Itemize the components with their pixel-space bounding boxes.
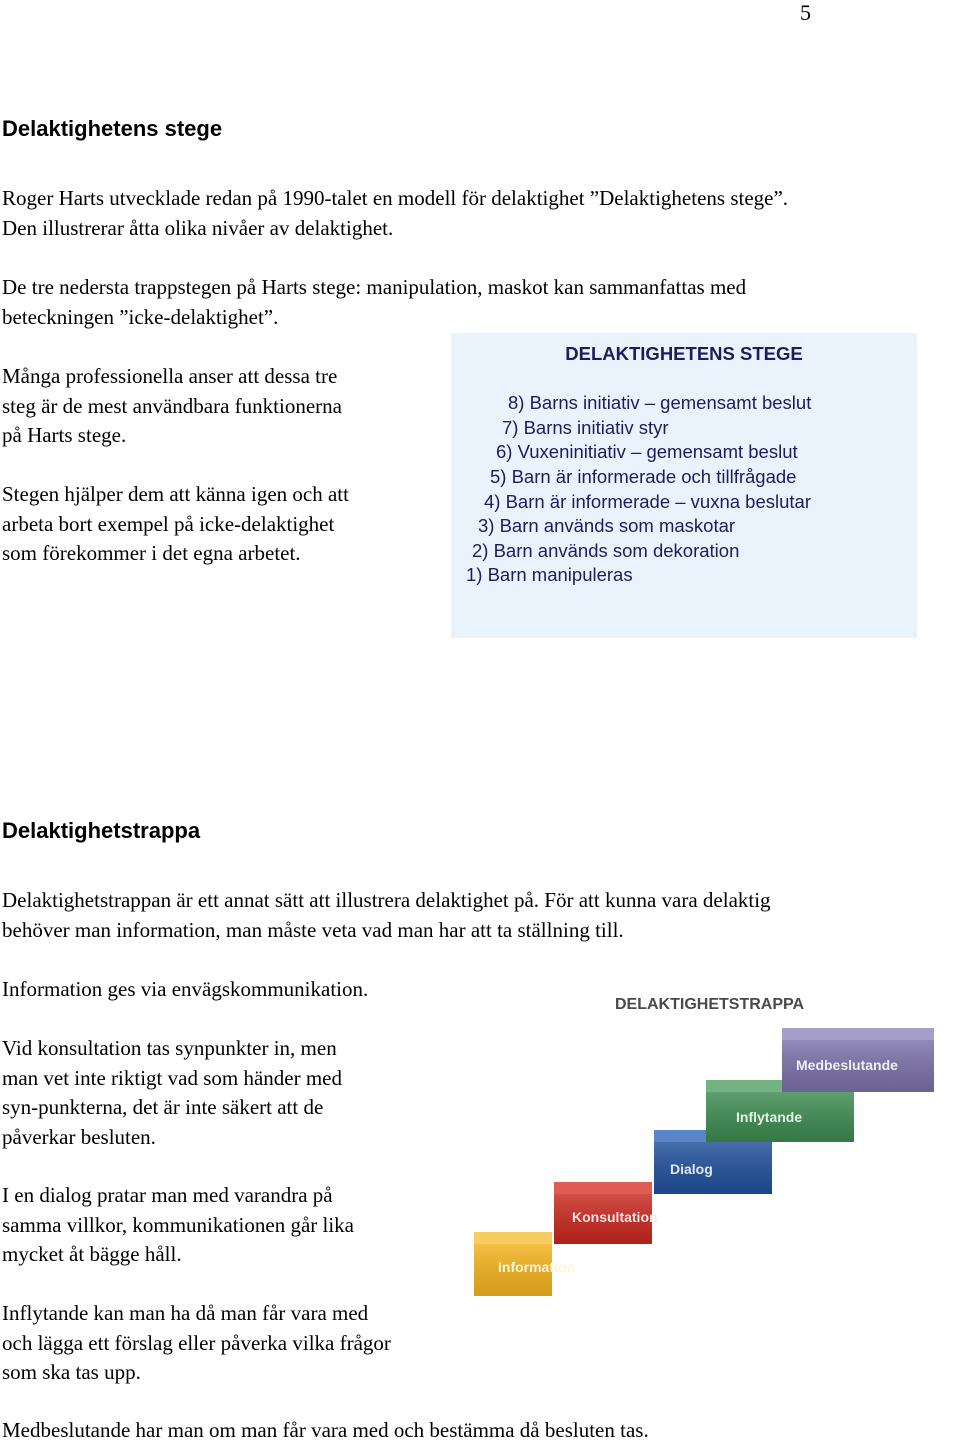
- text-line: steg är de mest användbara funktionerna: [2, 393, 342, 418]
- text-line: Stegen hjälper dem att känna igen och att: [2, 482, 349, 506]
- text-line: samma villkor, kommunikationen går lika: [2, 1212, 355, 1237]
- ladder-step-6: 6) Vuxeninitiativ – gemensamt beslut: [496, 441, 798, 462]
- text-line: mycket åt bägge håll.: [2, 1242, 182, 1266]
- text-line: Inflytande kan man ha då man får vara med: [2, 1301, 369, 1325]
- paragraph-information: [2, 975, 368, 1005]
- text-line: Roger Harts utvecklade redan på 1990-talet en modell för delaktighet ”Delaktighetens stege”.: [2, 186, 789, 210]
- text-line: och lägga ett förslag eller påverka vilka frågor: [2, 1330, 391, 1355]
- text-line: man vet inte riktigt vad som händer med: [2, 1065, 342, 1090]
- paragraph-trappan-intro: [2, 886, 771, 945]
- text-line: Information ges via envägskommunikation.: [2, 977, 369, 1001]
- staircase-title: DELAKTIGHETSTRAPPA: [615, 996, 805, 1013]
- stair-label: Medbeslutande: [796, 1057, 898, 1073]
- text-line: Vid konsultation tas synpunkter in, men: [2, 1036, 337, 1060]
- text-line: arbeta bort exempel på icke-delaktighet: [2, 511, 335, 536]
- stair-top: [554, 1182, 652, 1194]
- section-heading-delaktighetstrappa: Delaktighetstrappa: [2, 818, 201, 843]
- text-line: på Harts stege.: [2, 423, 127, 447]
- text-line: Medbeslutande har man om man får vara med och bestämma då besluten tas.: [2, 1418, 649, 1442]
- ladder-step-4: 4) Barn är informerade – vuxna beslutar: [484, 491, 812, 512]
- stair-top: [474, 1232, 552, 1244]
- ladder-step-8: 8) Barns initiativ – gemensamt beslut: [508, 392, 812, 413]
- stair-step-konsultation: [554, 1182, 658, 1244]
- text-line: De tre nedersta trappstegen på Harts stege: manipulation, maskot kan sammanfattas med: [2, 275, 747, 299]
- ladder-step-1: 1) Barn manipuleras: [466, 564, 633, 585]
- stair-step-medbeslutande: [782, 1028, 934, 1092]
- stair-label: Konsultation: [572, 1209, 658, 1225]
- staircase-figure: [472, 988, 936, 1296]
- paragraph-konsultation: [2, 1034, 342, 1152]
- section-heading-delaktighetens-stege: Delaktighetens stege: [2, 116, 223, 141]
- paragraph-icke-delaktighet: [2, 273, 746, 332]
- text-line: syn-punkterna, det är inte säkert att de: [2, 1095, 324, 1119]
- text-line: påverkar besluten.: [2, 1124, 156, 1149]
- stair-label: Information: [498, 1259, 575, 1275]
- ladder-step-3: 3) Barn används som maskotar: [478, 515, 736, 536]
- staircase-svg: [472, 988, 936, 1296]
- ladder-step-5: 5) Barn är informerade och tillfrågade: [490, 466, 797, 487]
- text-line: I en dialog pratar man med varandra på: [2, 1183, 333, 1207]
- paragraph-inflytande: [2, 1299, 391, 1388]
- page-number: 5: [800, 0, 811, 25]
- stair-label: Dialog: [670, 1161, 713, 1177]
- text-line: som ska tas upp.: [2, 1360, 141, 1384]
- paragraph-dialog: [2, 1181, 354, 1270]
- stair-top: [782, 1028, 934, 1040]
- text-line: Många professionella anser att dessa tre: [2, 364, 338, 388]
- paragraph-intro: [2, 184, 788, 243]
- text-line: Delaktighetstrappan är ett annat sätt att illustrera delaktighet på. För att kunna vara delaktig: [2, 888, 771, 912]
- ladder-title: DELAKTIGHETENS STEGE: [565, 343, 803, 364]
- text-line: beteckningen ”icke-delaktighet”.: [2, 304, 279, 329]
- ladder-step-7: 7) Barns initiativ styr: [502, 417, 669, 438]
- paragraph-medbeslutande: [2, 1416, 649, 1446]
- paragraph-professionella: [2, 362, 342, 451]
- text-line: som förekommer i det egna arbetet.: [2, 541, 301, 565]
- paragraph-stegen-hjalper: [2, 480, 349, 569]
- stair-label: Inflytande: [736, 1109, 803, 1125]
- ladder-step-2: 2) Barn används som dekoration: [472, 540, 740, 561]
- text-line: behöver man information, man måste veta vad man har att ta ställning till.: [2, 917, 624, 942]
- participation-ladder-figure: [451, 333, 917, 638]
- text-line: Den illustrerar åtta olika nivåer av delaktighet.: [2, 215, 394, 240]
